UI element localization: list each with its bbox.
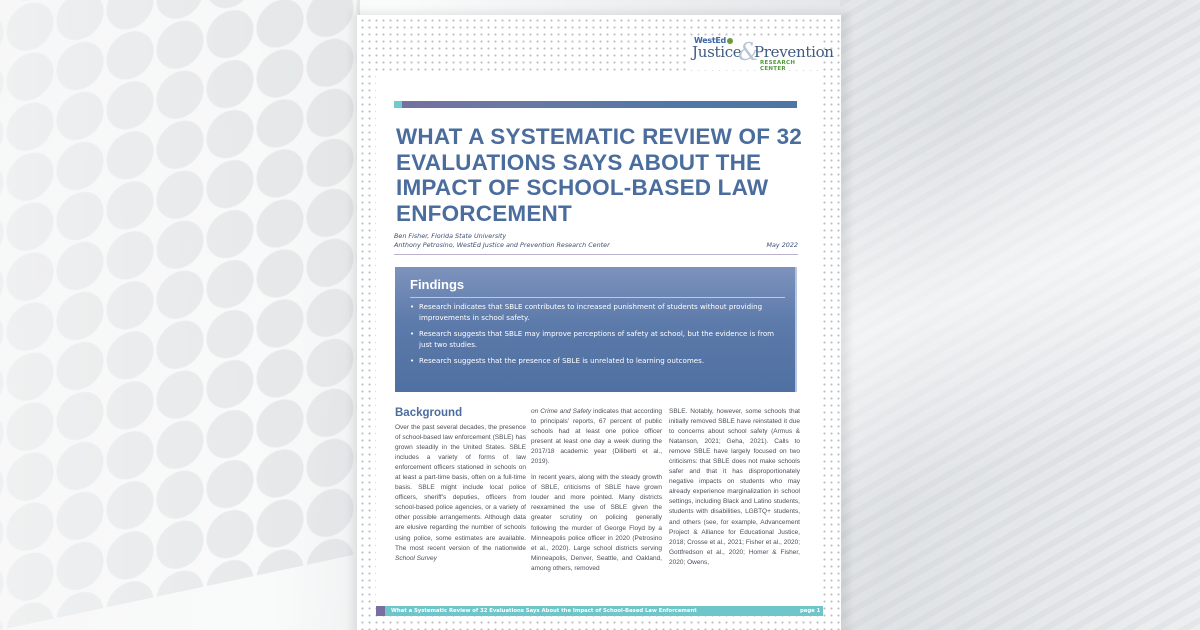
findings-list	[410, 302, 782, 373]
footer-running-title: What a Systematic Review of 32 Evaluations Says About the Impact of School-Based Law Enforcement	[391, 608, 697, 614]
italic-title: on Crime and Safety	[531, 408, 592, 415]
logo-research-center: RESEARCH CENTER	[760, 60, 796, 72]
footer-accent-block	[376, 606, 385, 616]
logo-ampersand: &	[738, 38, 760, 66]
logo-justice: Justice	[692, 43, 742, 61]
author-block	[394, 232, 798, 250]
author-divider	[394, 254, 798, 255]
finding-item: • Research suggests that SBLE may improve perceptions of safety at school, but the evidence is from just two studies.	[410, 329, 782, 350]
author-1: Ben Fisher, Florida State University	[394, 232, 507, 240]
background-fade	[0, 0, 360, 630]
header-accent-block	[394, 101, 402, 108]
header-gradient-bar	[394, 101, 797, 108]
body-column-1	[395, 423, 526, 570]
logo-prevention: Prevention	[754, 43, 834, 61]
body-column-2	[531, 407, 662, 580]
italic-title: School Survey	[395, 554, 437, 562]
findings-heading: Findings	[410, 277, 465, 292]
body-column-3	[669, 407, 800, 574]
background-sweep	[840, 0, 1200, 630]
findings-divider	[410, 297, 785, 298]
background-heading: Background	[395, 407, 463, 419]
publication-date: May 2022	[766, 241, 798, 249]
paragraph: In recent years, along with the steady growth of SBLE, criticisms of SBLE have grown louder and more pointed. Many districts reexamined the use of SBLE given the greater scrutiny on policing generally following the murder of George Floyd by a Minneapolis police officer in 2020 (Petrosino et al., 2020). Large school districts serving Minneapolis, Denver, Seattle, and Oakland, among others, removed	[531, 474, 662, 572]
paragraph: on Crime and Safety indicates that according to principals' reports, 67 percent of public schools had at least one police officer present at least one day a week during the 2017/18 academic year (Diliberti et al., 2019).	[531, 408, 662, 466]
logo-org: WestEd	[694, 36, 733, 45]
finding-item: • Research indicates that SBLE contributes to increased punishment of students without providing improvements in school safety.	[410, 302, 782, 323]
wested-jprc-logo	[690, 36, 834, 72]
finding-item: • Research suggests that the presence of SBLE is unrelated to learning outcomes.	[410, 356, 782, 367]
paragraph: Over the past several decades, the presence of school-based law enforcement (SBLE) has grown steadily in the United States. SBLE includes a variety of forms of law enforcement officers stationed in schools on at least a part-time basis, often on a full-time basis. SBLE might include local police officers, sheriff's deputies, officers from school-based police agencies, or a variety of other possible arrangements. Although data are elusive regarding the number of schools using police, some estimates are available. The most recent version of the nationwide School Survey	[395, 424, 526, 562]
findings-box	[395, 267, 797, 392]
paragraph: SBLE. Notably, however, some schools that initially removed SBLE have reinstated it due to concerns about school safety (Armus & Natanson, 2021; Geha, 2021). Calls to remove SBLE have largely focused on two criticisms: that SBLE does not make schools safer and that it has disproportionately negative impacts on students who may already experience marginalization in school settings, including Black and Latino students, students with disabilities, LGBTQ+ students, and others (see, for example, Advancement Project & Alliance for Educational Justice, 2018; Crosse et al., 2021; Fisher et al., 2020; Gottfredson et al., 2020; Homer & Fisher, 2020; Owens,	[669, 408, 800, 566]
document-title: WHAT A SYSTEMATIC REVIEW OF 32 EVALUATIONS SAYS ABOUT THE IMPACT OF SCHOOL-BASED LAW ENFORCEMENT	[396, 124, 803, 226]
page-number: page 1	[800, 608, 821, 614]
author-2: Anthony Petrosino, WestEd Justice and Prevention Research Center	[394, 241, 610, 249]
